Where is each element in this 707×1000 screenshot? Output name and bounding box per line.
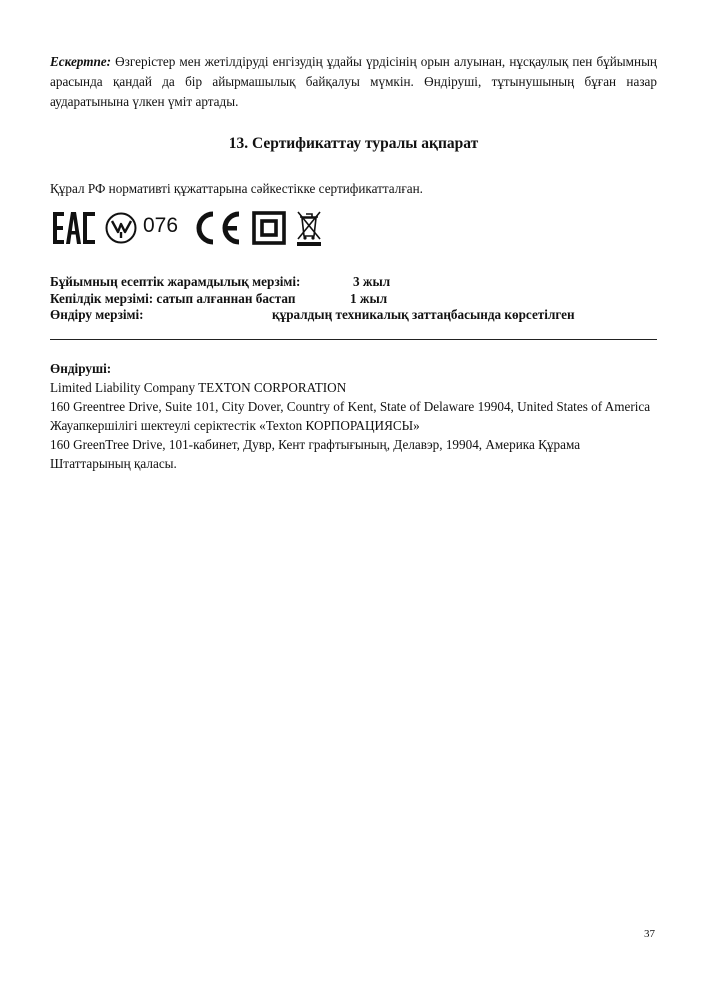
manufacturer-line: 160 Greentree Drive, Suite 101, City Dover, Country of Kent, State of Delaware 19904, United States of America — [50, 399, 651, 414]
certification-text: Құрал РФ нормативті құжаттарына сәйкестікке сертификатталған. — [50, 181, 423, 196]
spec-label: Бұйымның есептік жарамдылық мерзімі: — [50, 274, 301, 289]
spec-label: Өндіру мерзімі: — [50, 307, 144, 322]
section-divider — [50, 339, 657, 340]
manufacturer-line: Жауапкершілігі шектеулі серіктестік «Texton КОРПОРАЦИЯСЫ» — [50, 418, 420, 433]
note-lead: Ескертпе: — [50, 54, 112, 69]
note-paragraph — [50, 52, 657, 112]
section-title: 13. Сертификаттау туралы ақпарат — [228, 135, 479, 152]
rostest-code: 076 — [143, 214, 179, 237]
ce-mark-icon — [191, 210, 243, 246]
manufacturer-line: Limited Liability Company TEXTON CORPORATION — [50, 380, 347, 395]
spec-value: құралдың техникалық заттаңбасында көрсетілген — [272, 307, 575, 322]
rostest-mark-icon — [104, 211, 142, 245]
spec-label: Кепілдік мерзімі: сатып алғаннан бастап — [50, 290, 296, 306]
manufacturer-block — [50, 359, 657, 473]
note-text: Өзгерістер мен жетілдіруді енгізудің ұдайы үрдісінің орын алуынан, нұсқаулық пен бұйымның арасында қандай да бір айырмашылық байқалуы мүмкін. Өндіруші, тұтынушының бұған назар аударатынына үлкен үміт артады. — [50, 54, 657, 109]
double-insulation-icon — [252, 211, 286, 245]
spec-value: 3 жыл — [353, 274, 391, 289]
crossed-bin-icon — [294, 209, 324, 247]
manufacturer-line: 160 GreenTree Drive, 101-кабинет, Дувр, Кент графтығының, Делавэр, 19904, Америка Құрама Штаттарының қаласы. — [50, 437, 581, 471]
eac-mark-icon — [52, 211, 96, 245]
spec-value: 1 жыл — [350, 290, 388, 306]
manufacturer-label: Өндіруші: — [50, 361, 112, 376]
page-number: 37 — [644, 928, 655, 940]
